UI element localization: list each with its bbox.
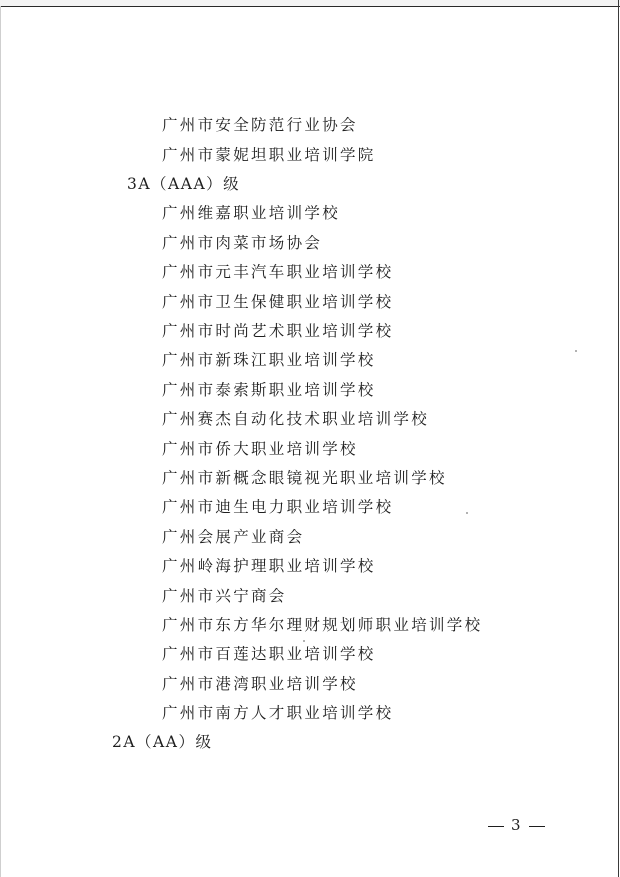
scan-left-edge — [0, 6, 1, 877]
scan-right-edge — [618, 0, 619, 877]
org-line: 广州市南方人才职业培训学校 — [162, 704, 394, 722]
org-line: 广州市东方华尔理财规划师职业培训学校 — [162, 616, 483, 634]
scan-speck — [575, 350, 577, 352]
grade-heading: 3A（AAA）级 — [127, 175, 241, 193]
org-line: 广州市兴宁商会 — [162, 587, 287, 605]
scan-top-edge — [0, 0, 620, 7]
org-line: 广州岭海护理职业培训学校 — [162, 557, 376, 575]
org-line: 广州市蒙妮坦职业培训学院 — [162, 146, 376, 164]
page-number — [488, 816, 545, 834]
org-line: 广州市元丰汽车职业培训学校 — [162, 263, 394, 281]
org-line: 广州赛杰自动化技术职业培训学校 — [162, 410, 430, 428]
org-line: 广州市新珠江职业培训学校 — [162, 351, 376, 369]
org-line: 广州市百莲达职业培训学校 — [162, 645, 376, 663]
org-line: 广州会展产业商会 — [162, 528, 305, 546]
grade-heading: 2A（AA）级 — [112, 733, 213, 751]
org-line: 广州市泰索斯职业培训学校 — [162, 381, 376, 399]
org-line: 广州市安全防范行业协会 — [162, 116, 358, 134]
page-number-value: 3 — [511, 816, 522, 834]
page-number-dash-left — [488, 826, 504, 827]
org-line: 广州市卫生保健职业培训学校 — [162, 293, 394, 311]
scan-speck — [466, 512, 468, 514]
org-line: 广州市新概念眼镜视光职业培训学校 — [162, 469, 447, 487]
org-line: 广州市迪生电力职业培训学校 — [162, 498, 394, 516]
org-line: 广州市肉菜市场协会 — [162, 234, 323, 252]
org-line: 广州市港湾职业培训学校 — [162, 675, 358, 693]
org-line: 广州维嘉职业培训学校 — [162, 204, 341, 222]
org-line: 广州市时尚艺术职业培训学校 — [162, 322, 394, 340]
org-line: 广州市侨大职业培训学校 — [162, 440, 358, 458]
scan-speck — [303, 640, 305, 642]
page-number-dash-right — [529, 826, 545, 827]
